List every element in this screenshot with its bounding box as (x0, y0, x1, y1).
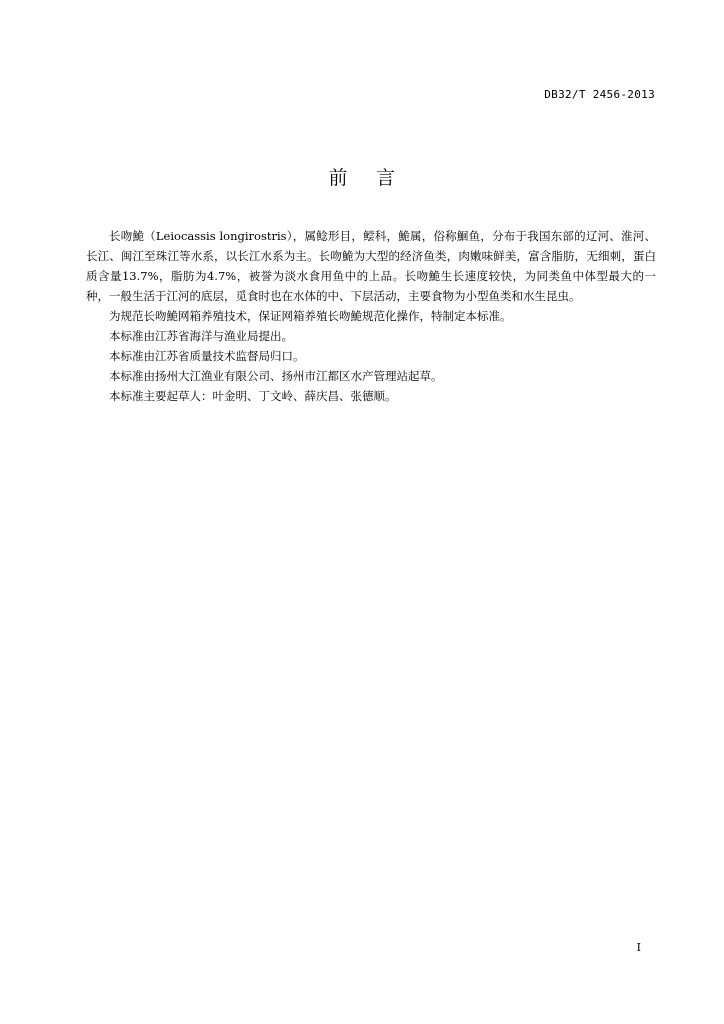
title-char-2: 言 (376, 167, 396, 189)
intro-paragraph: 长吻鮠（Leiocassis longirostris），属鲶形目，鲿科，鮠属，俗称鮰鱼，分布于我国东部的辽河、淮河、长江、闽江至珠江等水系，以长江水系为主。长吻鮠为大型的经济鱼类，肉嫩味鲜美，富含脂肪，无细刺，蛋白质含量13.7%，脂肪为4.7%，被誉为淡水食用鱼中的上品。长吻鮠生长速度较快，为同类鱼中体型最大的一种，一般生活于江河的底层，觅食时也在水体的中、下层活动，主要食物为小型鱼类和水生昆虫。 (86, 229, 656, 303)
foreword-body (86, 226, 656, 406)
page-number: I (636, 941, 641, 954)
drafters-paragraph: 本标准主要起草人：叶金明、丁文岭、薛庆昌、张德顺。 (109, 389, 397, 403)
page-title (0, 163, 724, 190)
drafting-units-paragraph: 本标准由扬州大江渔业有限公司、扬州市江都区水产管理站起草。 (109, 369, 443, 383)
title-char-1: 前 (328, 167, 348, 189)
purpose-paragraph: 为规范长吻鮠网箱养殖技术，保证网箱养殖长吻鮠规范化操作，特制定本标准。 (109, 309, 512, 323)
proposer-paragraph: 本标准由江苏省海洋与渔业局提出。 (109, 329, 293, 343)
administrator-paragraph: 本标准由江苏省质量技术监督局归口。 (109, 349, 305, 363)
standard-code: DB32/T 2456-2013 (544, 88, 655, 101)
